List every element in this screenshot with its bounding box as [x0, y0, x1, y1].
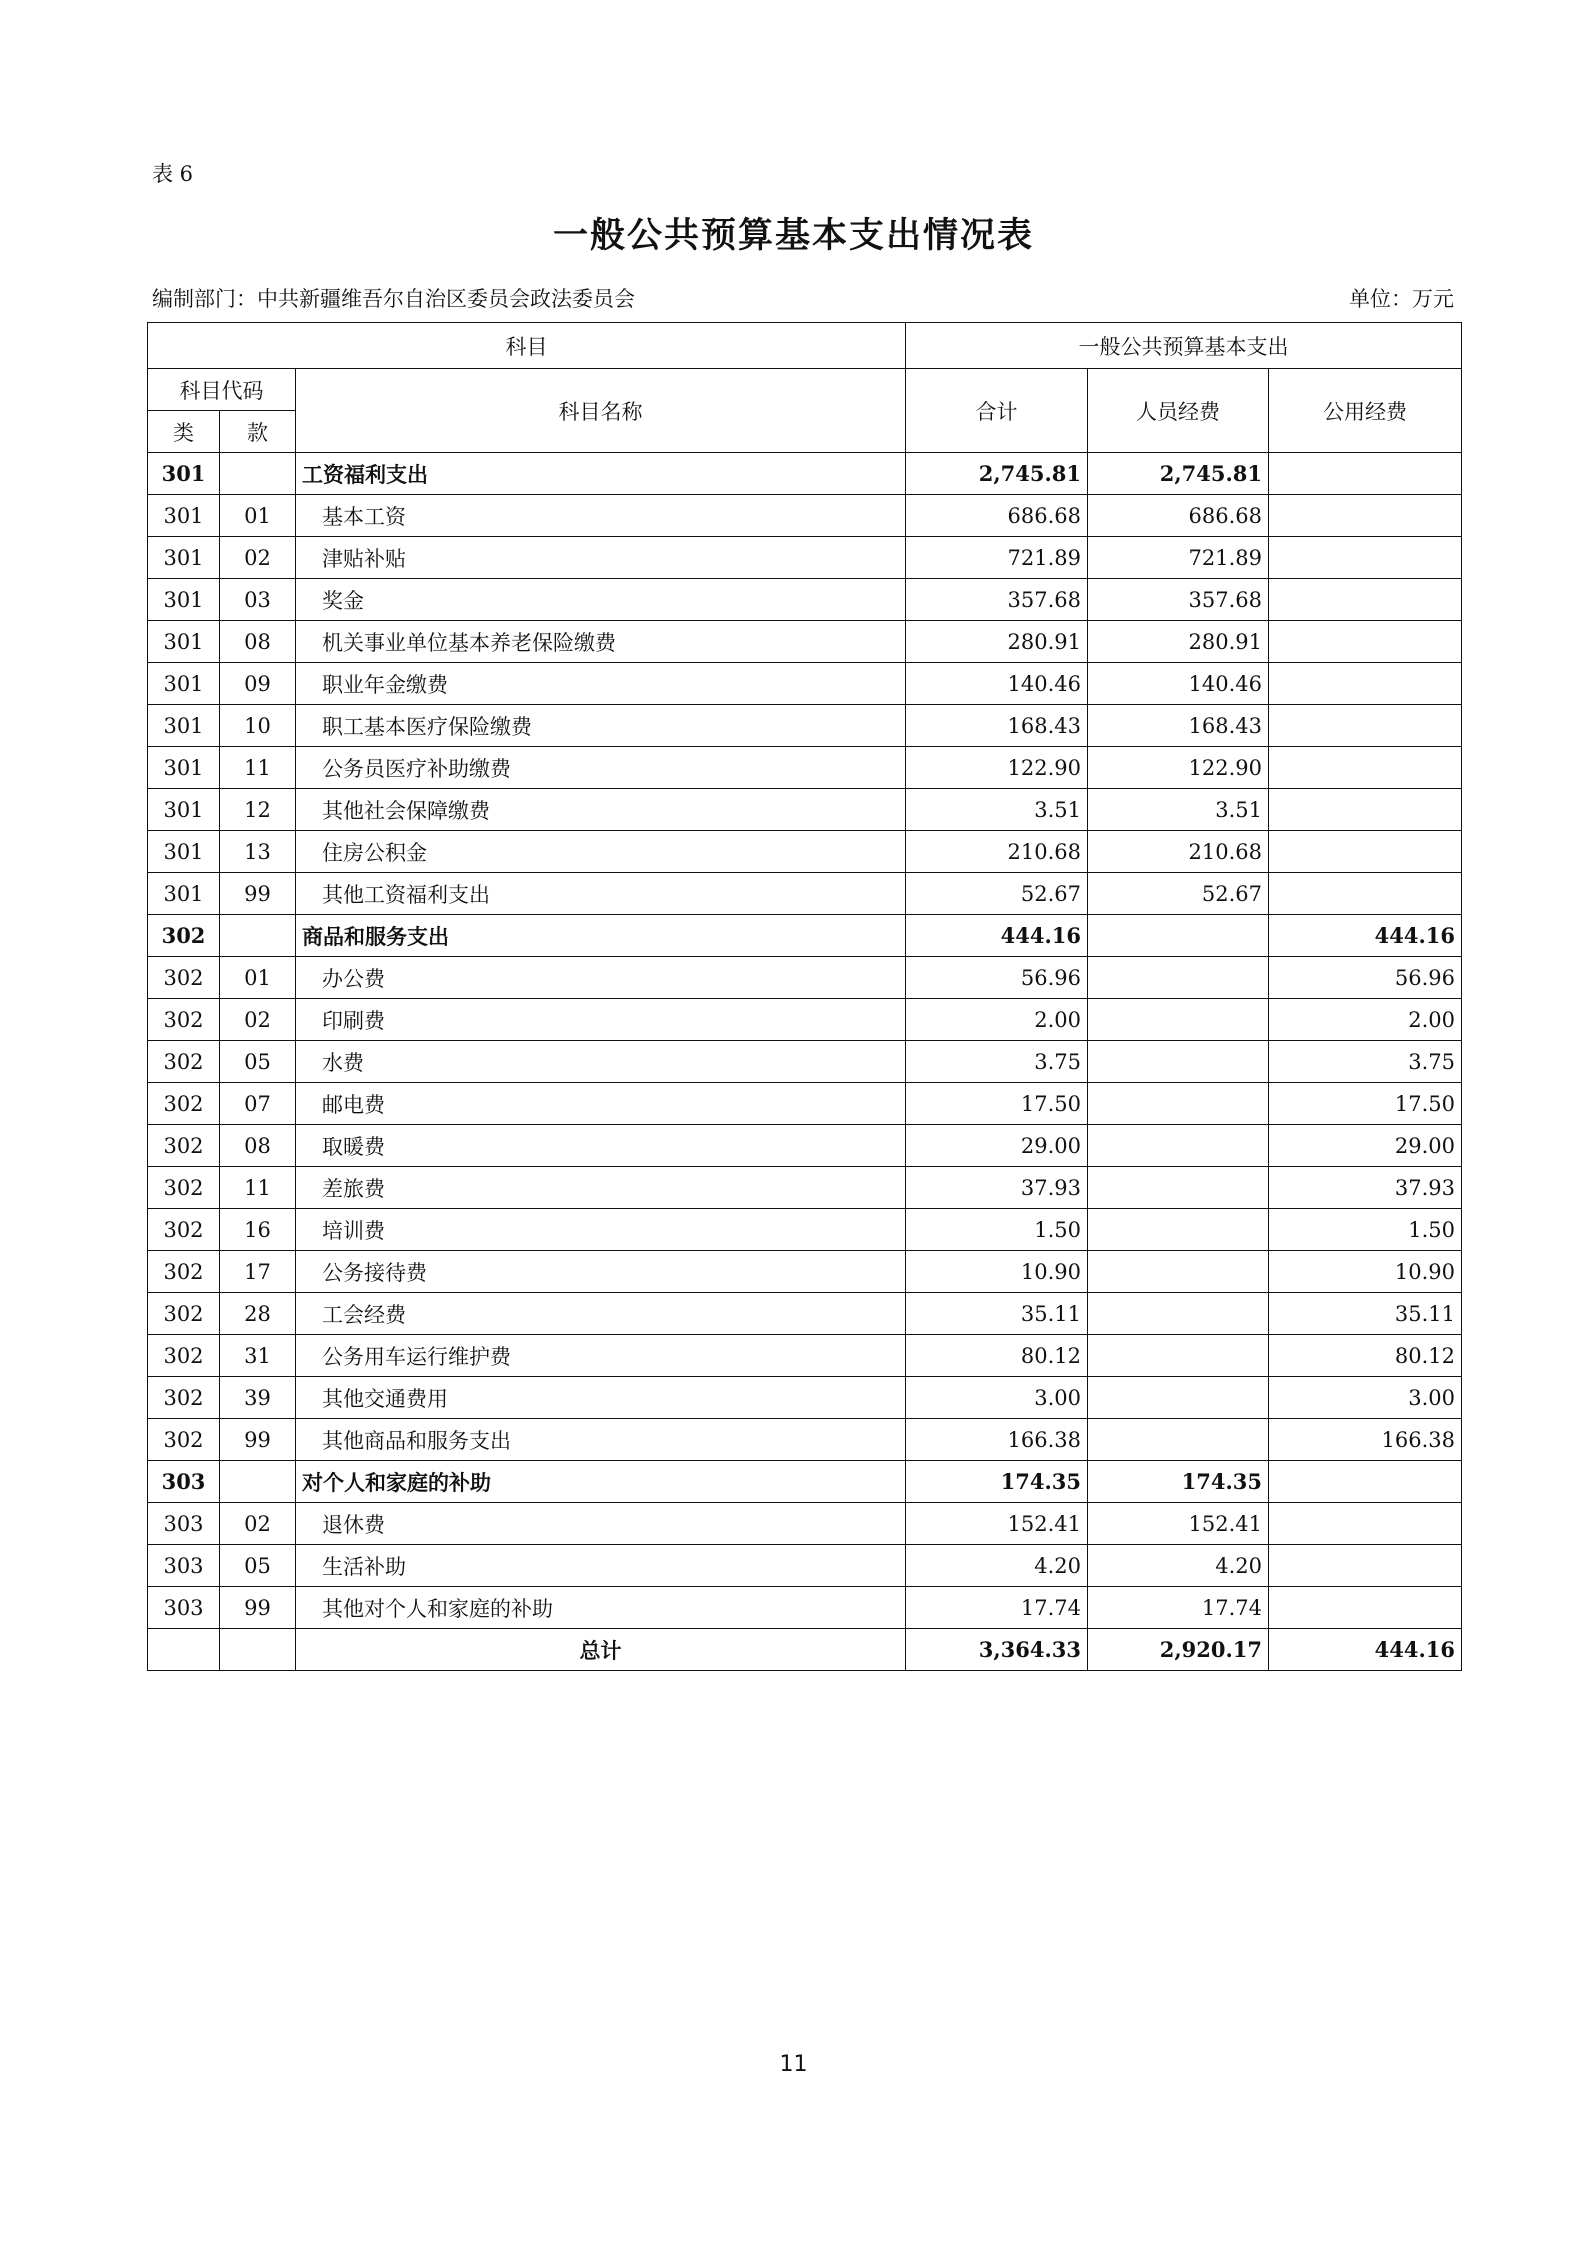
personnel-cell: 2,745.81 [1088, 453, 1269, 495]
total-cell: 166.38 [906, 1419, 1088, 1461]
public-cell [1269, 1545, 1462, 1587]
total-total: 3,364.33 [906, 1629, 1088, 1671]
name-cell: 其他对个人和家庭的补助 [296, 1587, 906, 1629]
public-cell: 1.50 [1269, 1209, 1462, 1251]
name-cell: 生活补助 [296, 1545, 906, 1587]
table-body [148, 453, 1462, 1629]
class-cell: 303 [148, 1587, 220, 1629]
class-cell: 301 [148, 789, 220, 831]
personnel-cell [1088, 1209, 1269, 1251]
name-cell: 水费 [296, 1041, 906, 1083]
name-cell: 职工基本医疗保险缴费 [296, 705, 906, 747]
public-cell: 10.90 [1269, 1251, 1462, 1293]
item-cell: 11 [220, 747, 296, 789]
page-title: 一般公共预算基本支出情况表 [552, 215, 1034, 256]
name-cell: 公务员医疗补助缴费 [296, 747, 906, 789]
name-cell: 退休费 [296, 1503, 906, 1545]
class-cell: 301 [148, 537, 220, 579]
item-cell: 08 [220, 621, 296, 663]
total-cell: 1.50 [906, 1209, 1088, 1251]
budget-table [147, 322, 1462, 1671]
class-cell: 302 [148, 1251, 220, 1293]
item-cell: 17 [220, 1251, 296, 1293]
item-cell: 03 [220, 579, 296, 621]
name-cell: 津贴补贴 [296, 537, 906, 579]
personnel-cell: 210.68 [1088, 831, 1269, 873]
class-cell: 302 [148, 1083, 220, 1125]
table-tag: 表 6 [152, 162, 194, 186]
total-cell: 52.67 [906, 873, 1088, 915]
category-row [148, 1461, 1462, 1503]
table-row [148, 663, 1462, 705]
table-row [148, 537, 1462, 579]
public-cell [1269, 1461, 1462, 1503]
class-cell: 302 [148, 999, 220, 1041]
class-cell: 303 [148, 1503, 220, 1545]
personnel-cell [1088, 915, 1269, 957]
name-cell: 培训费 [296, 1209, 906, 1251]
class-cell: 301 [148, 831, 220, 873]
public-cell [1269, 495, 1462, 537]
total-cell: 3.75 [906, 1041, 1088, 1083]
item-cell: 99 [220, 1587, 296, 1629]
name-cell: 其他社会保障缴费 [296, 789, 906, 831]
personnel-cell [1088, 1041, 1269, 1083]
header-public: 公用经费 [1269, 369, 1462, 453]
personnel-cell: 152.41 [1088, 1503, 1269, 1545]
class-cell: 301 [148, 621, 220, 663]
total-cell: 444.16 [906, 915, 1088, 957]
total-cell: 140.46 [906, 663, 1088, 705]
class-cell: 303 [148, 1545, 220, 1587]
item-cell: 28 [220, 1293, 296, 1335]
item-cell: 02 [220, 537, 296, 579]
personnel-cell: 17.74 [1088, 1587, 1269, 1629]
public-cell: 17.50 [1269, 1083, 1462, 1125]
personnel-cell [1088, 957, 1269, 999]
item-cell: 01 [220, 495, 296, 537]
header-budget: 一般公共预算基本支出 [906, 323, 1462, 369]
name-cell: 其他工资福利支出 [296, 873, 906, 915]
class-cell: 301 [148, 453, 220, 495]
total-cell: 168.43 [906, 705, 1088, 747]
table-row [148, 747, 1462, 789]
public-cell: 444.16 [1269, 915, 1462, 957]
class-cell: 302 [148, 1125, 220, 1167]
category-row [148, 453, 1462, 495]
personnel-cell: 168.43 [1088, 705, 1269, 747]
public-cell [1269, 537, 1462, 579]
public-cell: 35.11 [1269, 1293, 1462, 1335]
class-cell: 301 [148, 747, 220, 789]
total-cell: 2.00 [906, 999, 1088, 1041]
name-cell: 其他交通费用 [296, 1377, 906, 1419]
name-cell: 对个人和家庭的补助 [296, 1461, 906, 1503]
total-cell: 4.20 [906, 1545, 1088, 1587]
class-cell: 302 [148, 1041, 220, 1083]
item-cell [220, 1461, 296, 1503]
name-cell: 公务用车运行维护费 [296, 1335, 906, 1377]
page-number: 11 [779, 2052, 808, 2077]
total-cell: 152.41 [906, 1503, 1088, 1545]
table-row [148, 1041, 1462, 1083]
table-row [148, 1419, 1462, 1461]
personnel-cell: 122.90 [1088, 747, 1269, 789]
item-cell: 07 [220, 1083, 296, 1125]
table-row [148, 1503, 1462, 1545]
personnel-cell: 52.67 [1088, 873, 1269, 915]
personnel-cell [1088, 1167, 1269, 1209]
name-cell: 差旅费 [296, 1167, 906, 1209]
class-cell: 301 [148, 579, 220, 621]
table-row [148, 1209, 1462, 1251]
item-cell: 02 [220, 999, 296, 1041]
table-row [148, 1377, 1462, 1419]
table-row [148, 999, 1462, 1041]
item-cell: 99 [220, 873, 296, 915]
total-label: 总计 [296, 1629, 906, 1671]
name-cell: 机关事业单位基本养老保险缴费 [296, 621, 906, 663]
public-cell [1269, 1503, 1462, 1545]
total-class-cell [148, 1629, 220, 1671]
personnel-cell: 280.91 [1088, 621, 1269, 663]
class-cell: 301 [148, 873, 220, 915]
total-cell: 721.89 [906, 537, 1088, 579]
personnel-cell: 357.68 [1088, 579, 1269, 621]
item-cell: 01 [220, 957, 296, 999]
class-cell: 302 [148, 957, 220, 999]
personnel-cell [1088, 1083, 1269, 1125]
unit-label: 单位：万元 [1349, 287, 1454, 311]
total-cell: 3.00 [906, 1377, 1088, 1419]
header-code: 科目代码 [148, 369, 296, 411]
item-cell: 39 [220, 1377, 296, 1419]
total-cell: 210.68 [906, 831, 1088, 873]
public-cell [1269, 705, 1462, 747]
class-cell: 301 [148, 495, 220, 537]
class-cell: 303 [148, 1461, 220, 1503]
header-class: 类 [148, 411, 220, 453]
public-cell: 2.00 [1269, 999, 1462, 1041]
total-cell: 280.91 [906, 621, 1088, 663]
public-cell [1269, 621, 1462, 663]
public-cell [1269, 663, 1462, 705]
item-cell: 11 [220, 1167, 296, 1209]
item-cell: 10 [220, 705, 296, 747]
public-cell [1269, 789, 1462, 831]
public-cell: 80.12 [1269, 1335, 1462, 1377]
table-row [148, 1335, 1462, 1377]
table-row [148, 1167, 1462, 1209]
personnel-cell [1088, 1335, 1269, 1377]
total-cell: 17.74 [906, 1587, 1088, 1629]
class-cell: 302 [148, 1335, 220, 1377]
name-cell: 邮电费 [296, 1083, 906, 1125]
personnel-cell: 4.20 [1088, 1545, 1269, 1587]
table-row [148, 789, 1462, 831]
name-cell: 取暖费 [296, 1125, 906, 1167]
personnel-cell [1088, 1125, 1269, 1167]
public-cell: 3.00 [1269, 1377, 1462, 1419]
name-cell: 住房公积金 [296, 831, 906, 873]
table-row [148, 1083, 1462, 1125]
total-cell: 35.11 [906, 1293, 1088, 1335]
name-cell: 公务接待费 [296, 1251, 906, 1293]
public-cell: 29.00 [1269, 1125, 1462, 1167]
class-cell: 302 [148, 1293, 220, 1335]
name-cell: 办公费 [296, 957, 906, 999]
table-row [148, 1293, 1462, 1335]
header-subject: 科目 [148, 323, 906, 369]
item-cell: 13 [220, 831, 296, 873]
item-cell: 02 [220, 1503, 296, 1545]
item-cell: 05 [220, 1041, 296, 1083]
personnel-cell: 174.35 [1088, 1461, 1269, 1503]
item-cell: 31 [220, 1335, 296, 1377]
table-row [148, 705, 1462, 747]
name-cell: 职业年金缴费 [296, 663, 906, 705]
item-cell: 12 [220, 789, 296, 831]
class-cell: 301 [148, 705, 220, 747]
table-row [148, 579, 1462, 621]
total-cell: 122.90 [906, 747, 1088, 789]
category-row [148, 915, 1462, 957]
personnel-cell [1088, 1251, 1269, 1293]
public-cell: 37.93 [1269, 1167, 1462, 1209]
personnel-cell: 3.51 [1088, 789, 1269, 831]
class-cell: 302 [148, 1377, 220, 1419]
class-cell: 302 [148, 915, 220, 957]
public-cell [1269, 873, 1462, 915]
table-row [148, 1251, 1462, 1293]
header-item: 款 [220, 411, 296, 453]
public-cell: 3.75 [1269, 1041, 1462, 1083]
total-public: 444.16 [1269, 1629, 1462, 1671]
total-cell: 174.35 [906, 1461, 1088, 1503]
personnel-cell [1088, 1293, 1269, 1335]
header-personnel: 人员经费 [1088, 369, 1269, 453]
header-name: 科目名称 [296, 369, 906, 453]
public-cell: 56.96 [1269, 957, 1462, 999]
total-cell: 3.51 [906, 789, 1088, 831]
name-cell: 工会经费 [296, 1293, 906, 1335]
item-cell: 09 [220, 663, 296, 705]
grand-total-row [148, 1629, 1462, 1671]
total-cell: 80.12 [906, 1335, 1088, 1377]
public-cell: 166.38 [1269, 1419, 1462, 1461]
table-row [148, 873, 1462, 915]
name-cell: 基本工资 [296, 495, 906, 537]
table-row [148, 621, 1462, 663]
total-cell: 357.68 [906, 579, 1088, 621]
public-cell [1269, 747, 1462, 789]
item-cell: 16 [220, 1209, 296, 1251]
personnel-cell: 140.46 [1088, 663, 1269, 705]
item-cell [220, 453, 296, 495]
total-cell: 56.96 [906, 957, 1088, 999]
department-label: 编制部门：中共新疆维吾尔自治区委员会政法委员会 [152, 287, 635, 311]
class-cell: 302 [148, 1209, 220, 1251]
table-row [148, 1545, 1462, 1587]
item-cell [220, 915, 296, 957]
public-cell [1269, 1587, 1462, 1629]
item-cell: 99 [220, 1419, 296, 1461]
public-cell [1269, 831, 1462, 873]
personnel-cell [1088, 999, 1269, 1041]
name-cell: 工资福利支出 [296, 453, 906, 495]
public-cell [1269, 453, 1462, 495]
class-cell: 301 [148, 663, 220, 705]
class-cell: 302 [148, 1167, 220, 1209]
personnel-cell: 721.89 [1088, 537, 1269, 579]
total-personnel: 2,920.17 [1088, 1629, 1269, 1671]
name-cell: 商品和服务支出 [296, 915, 906, 957]
table-row [148, 495, 1462, 537]
class-cell: 302 [148, 1419, 220, 1461]
table-row [148, 1587, 1462, 1629]
total-cell: 10.90 [906, 1251, 1088, 1293]
total-cell: 686.68 [906, 495, 1088, 537]
public-cell [1269, 579, 1462, 621]
personnel-cell [1088, 1377, 1269, 1419]
item-cell: 05 [220, 1545, 296, 1587]
table-row [148, 1125, 1462, 1167]
total-item-cell [220, 1629, 296, 1671]
personnel-cell: 686.68 [1088, 495, 1269, 537]
total-cell: 29.00 [906, 1125, 1088, 1167]
item-cell: 08 [220, 1125, 296, 1167]
header-total: 合计 [906, 369, 1088, 453]
total-cell: 37.93 [906, 1167, 1088, 1209]
table-row [148, 831, 1462, 873]
total-cell: 17.50 [906, 1083, 1088, 1125]
name-cell: 印刷费 [296, 999, 906, 1041]
personnel-cell [1088, 1419, 1269, 1461]
name-cell: 其他商品和服务支出 [296, 1419, 906, 1461]
table-row [148, 957, 1462, 999]
total-cell: 2,745.81 [906, 453, 1088, 495]
name-cell: 奖金 [296, 579, 906, 621]
